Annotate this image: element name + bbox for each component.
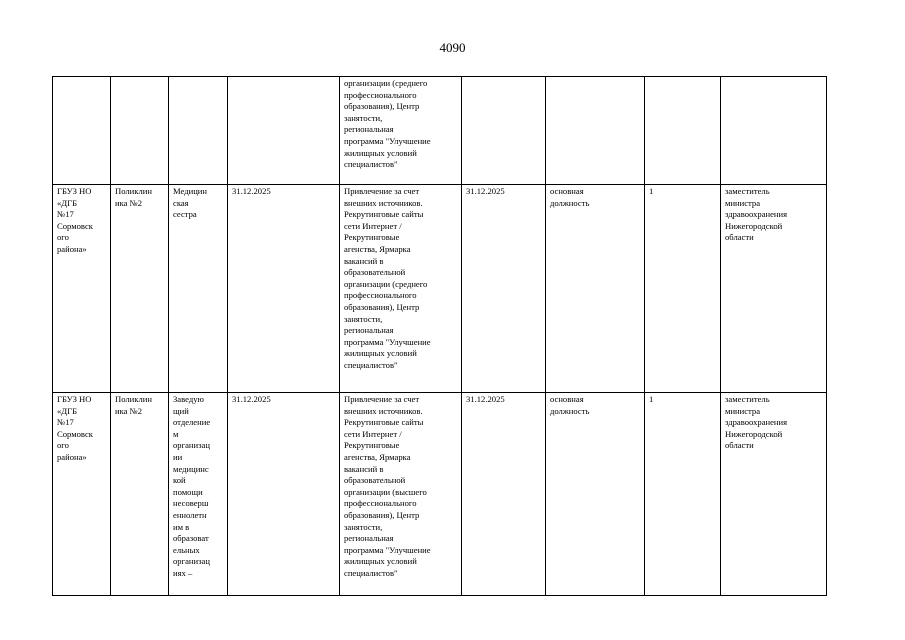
responsible-cell: [721, 77, 827, 185]
position-cell: Заведую щий отделение м организац ии медицинс кой помощи несоверш еннолетн им в образоват ельных организац иях –: [169, 393, 228, 596]
count-cell: 1: [645, 185, 721, 393]
employment-type-cell: [546, 77, 645, 185]
organization-cell: ГБУЗ НО «ДГБ №17 Сормовск ого района»: [53, 393, 111, 596]
count-cell: [645, 77, 721, 185]
date-cell: [228, 77, 340, 185]
table-row: [53, 393, 827, 596]
table-body: [53, 77, 827, 596]
department-cell: [111, 77, 169, 185]
table-row: [53, 185, 827, 393]
deadline-cell: 31.12.2025: [462, 185, 546, 393]
position-cell: [169, 77, 228, 185]
measures-cell: организации (среднего профессионального образования), Центр занятости, региональная программа "Улучшение жилищных условий специалистов": [340, 77, 462, 185]
employment-type-cell: основная должность: [546, 393, 645, 596]
measures-cell: Привлечение за счет внешних источников. Рекрутинговые сайты сети Интернет / Рекрутинговые агенства, Ярмарка вакансий в образовательной организации (среднего профессионального образования), Центр занятости, региональная программа "Улучшение жилищных условий специалистов": [340, 185, 462, 393]
responsible-cell: заместитель министра здравоохранения Нижегородской области: [721, 393, 827, 596]
staffing-table: [52, 76, 827, 596]
table-row: [53, 77, 827, 185]
deadline-cell: 31.12.2025: [462, 393, 546, 596]
organization-cell: [53, 77, 111, 185]
department-cell: Поликлин ика №2: [111, 393, 169, 596]
count-cell: 1: [645, 393, 721, 596]
deadline-cell: [462, 77, 546, 185]
position-cell: Медицин ская сестра: [169, 185, 228, 393]
employment-type-cell: основная должность: [546, 185, 645, 393]
department-cell: Поликлин ика №2: [111, 185, 169, 393]
organization-cell: ГБУЗ НО «ДГБ №17 Сормовск ого района»: [53, 185, 111, 393]
responsible-cell: заместитель министра здравоохранения Нижегородской области: [721, 185, 827, 393]
date-cell: 31.12.2025: [228, 185, 340, 393]
measures-cell: Привлечение за счет внешних источников. Рекрутинговые сайты сети Интернет / Рекрутинговые агенства, Ярмарка вакансий в образовательной организации (высшего профессионального образования), Центр занятости, региональная программа "Улучшение жилищных условий специалистов": [340, 393, 462, 596]
page-number: 4090: [439, 40, 466, 55]
date-cell: 31.12.2025: [228, 393, 340, 596]
